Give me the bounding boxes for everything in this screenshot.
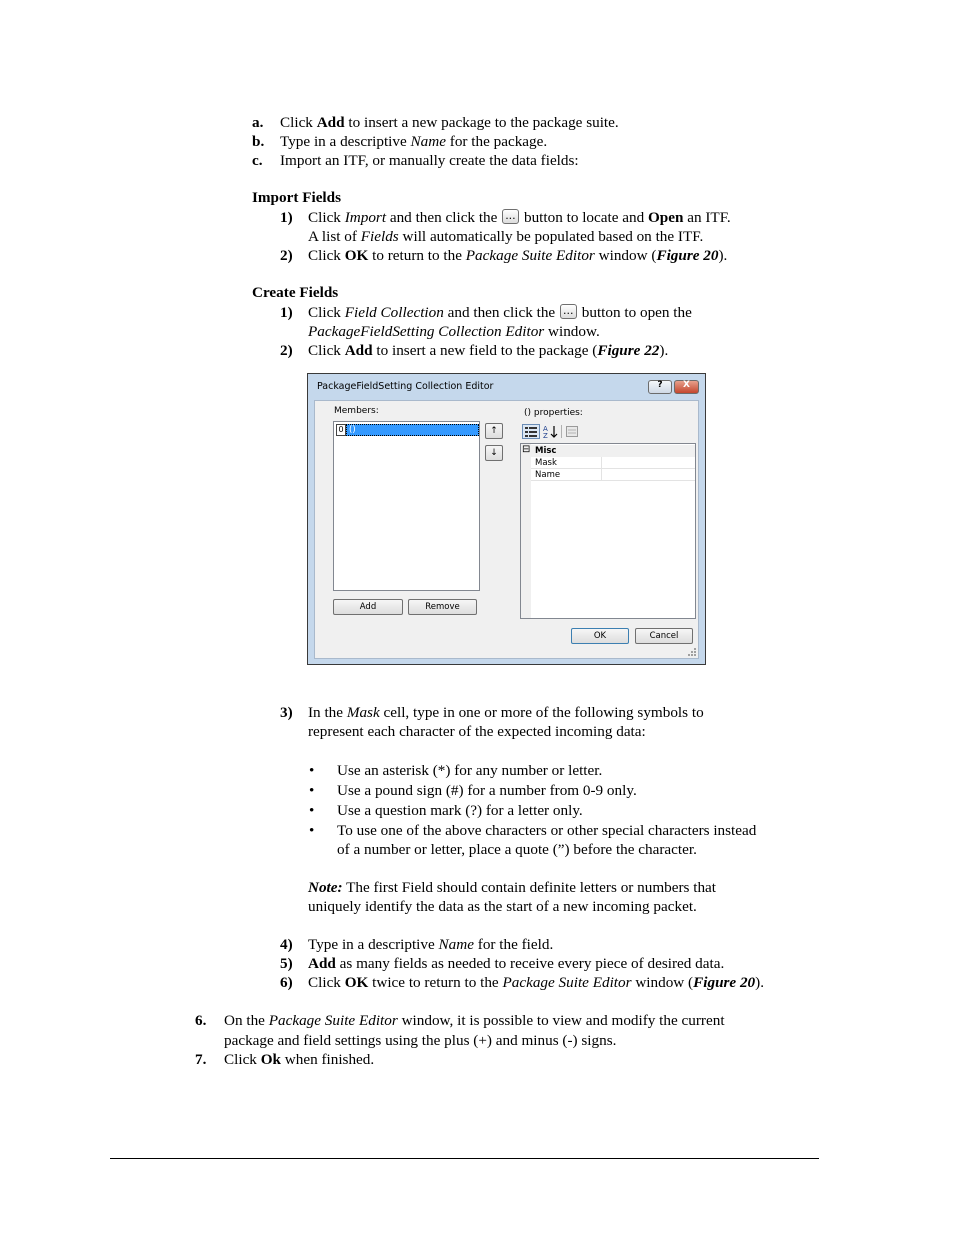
move-down-button[interactable] bbox=[485, 445, 503, 461]
text-run: Click bbox=[280, 114, 317, 131]
collection-editor-dialog bbox=[307, 373, 706, 665]
text-run: Click bbox=[308, 247, 345, 264]
alphabetical-button[interactable] bbox=[542, 424, 558, 439]
main-step-7-text bbox=[224, 1050, 374, 1069]
text-run: window. bbox=[544, 323, 600, 340]
italic-term: Mask bbox=[346, 704, 380, 721]
help-button[interactable] bbox=[648, 380, 672, 394]
text-run: ). bbox=[755, 974, 765, 991]
ellipsis-button-icon bbox=[502, 209, 519, 224]
move-up-button[interactable] bbox=[485, 423, 503, 439]
main-step-7-marker: 7. bbox=[195, 1051, 207, 1068]
step-marker-c: c. bbox=[252, 152, 263, 169]
create-step-1-text bbox=[308, 303, 692, 322]
main-step-6-marker: 6. bbox=[195, 1012, 207, 1029]
import-step-1-text bbox=[308, 208, 731, 227]
text-run: and then click the bbox=[386, 209, 502, 226]
note-continuation: uniquely identify the data as the start of a new incoming packet. bbox=[308, 898, 697, 915]
text-run: Click bbox=[308, 974, 345, 991]
property-pages-icon bbox=[565, 424, 579, 438]
list-item[interactable] bbox=[336, 424, 478, 436]
property-row-name[interactable] bbox=[531, 469, 695, 481]
italic-term: Name bbox=[438, 936, 474, 953]
text-run: Click bbox=[308, 304, 345, 321]
categorized-button[interactable] bbox=[522, 424, 540, 439]
property-grid[interactable] bbox=[520, 443, 696, 619]
bullet-icon: • bbox=[309, 802, 315, 819]
footer-rule bbox=[110, 1158, 819, 1159]
resize-grip-icon[interactable] bbox=[687, 647, 697, 657]
text-run: to insert a new field to the package ( bbox=[372, 342, 598, 359]
text-run: Click bbox=[224, 1051, 261, 1068]
create-step-1-continuation bbox=[308, 322, 600, 341]
dialog-title: PackageFieldSetting Collection Editor bbox=[317, 381, 494, 392]
property-name: Mask bbox=[535, 458, 557, 468]
bullet-icon: • bbox=[309, 782, 315, 799]
toolbar-separator bbox=[561, 425, 562, 438]
grid-margin bbox=[521, 444, 531, 618]
step-marker-b: b. bbox=[252, 133, 265, 150]
property-value[interactable] bbox=[601, 469, 695, 481]
properties-label: () properties: bbox=[524, 408, 583, 418]
note-label: Note: bbox=[308, 879, 343, 896]
ellipsis-button-icon bbox=[560, 304, 577, 319]
arrow-down-icon: ↓ bbox=[490, 448, 498, 458]
create-step-2-text bbox=[308, 341, 668, 360]
italic-term: Package Suite Editor bbox=[465, 247, 595, 264]
create-step-3-continuation: represent each character of the expected incoming data: bbox=[308, 723, 646, 740]
svg-text:Z: Z bbox=[543, 432, 548, 439]
text-run: an ITF. bbox=[683, 209, 731, 226]
member-value: () bbox=[346, 424, 479, 436]
members-listbox[interactable] bbox=[333, 421, 480, 591]
category-row[interactable] bbox=[521, 445, 695, 457]
text-run: cell, type in one or more of the following symbols to bbox=[379, 704, 704, 721]
create-step-3-marker: 3) bbox=[280, 704, 293, 721]
svg-text:A: A bbox=[543, 425, 548, 433]
list-item: Use a question mark (?) for a letter only. bbox=[337, 802, 583, 819]
italic-term: PackageFieldSetting Collection Editor bbox=[308, 323, 545, 340]
create-step-4-marker: 4) bbox=[280, 936, 293, 953]
bullet-icon: • bbox=[309, 822, 315, 839]
text-run: when finished. bbox=[280, 1051, 375, 1068]
text-run: Click bbox=[308, 209, 345, 226]
bold-term: Add bbox=[344, 342, 373, 359]
text-run: button to locate and bbox=[520, 209, 648, 226]
import-step-2-marker: 2) bbox=[280, 247, 293, 264]
main-step-6-continuation: package and field settings using the plus (+) and minus (-) signs. bbox=[224, 1032, 617, 1049]
list-item-continuation: of a number or letter, place a quote (”) before the character. bbox=[337, 841, 697, 858]
create-fields-heading: Create Fields bbox=[252, 284, 339, 301]
import-step-1-marker: 1) bbox=[280, 209, 293, 226]
property-name: Name bbox=[535, 470, 561, 480]
bold-term: Add bbox=[308, 955, 336, 972]
figure-reference: Figure 22 bbox=[597, 342, 660, 359]
bold-term: Open bbox=[647, 209, 684, 226]
text-run: On the bbox=[224, 1012, 269, 1029]
text-run: and then click the bbox=[443, 304, 559, 321]
bold-term: Add bbox=[316, 114, 345, 131]
close-icon: X bbox=[683, 380, 690, 390]
create-step-2-marker: 2) bbox=[280, 342, 293, 359]
bold-term: Ok bbox=[260, 1051, 281, 1068]
create-step-6-marker: 6) bbox=[280, 974, 293, 991]
import-fields-heading: Import Fields bbox=[252, 189, 342, 206]
members-label: Members: bbox=[334, 406, 379, 416]
import-step-2-text bbox=[308, 246, 727, 265]
create-step-5-text bbox=[308, 954, 724, 973]
member-index: 0 bbox=[336, 424, 346, 436]
step-c-text: Import an ITF, or manually create the data fields: bbox=[280, 152, 579, 169]
italic-term: Package Suite Editor bbox=[502, 974, 632, 991]
text-run: Type in a descriptive bbox=[308, 936, 439, 953]
import-step-1-continuation bbox=[308, 227, 703, 246]
italic-term: Package Suite Editor bbox=[268, 1012, 398, 1029]
figure-reference: Figure 20 bbox=[693, 974, 756, 991]
collapse-icon[interactable]: ⊟ bbox=[522, 444, 531, 455]
text-run: A list of bbox=[308, 228, 361, 245]
text-run: as many fields as needed to receive every piece of desired data. bbox=[335, 955, 725, 972]
step-b-text bbox=[280, 132, 547, 151]
text-run: to insert a new package to the package suite. bbox=[344, 114, 619, 131]
list-item: Use an asterisk (*) for any number or letter. bbox=[337, 762, 603, 779]
create-step-4-text bbox=[308, 935, 553, 954]
create-step-1-marker: 1) bbox=[280, 304, 293, 321]
cancel-button[interactable]: Cancel bbox=[635, 628, 693, 644]
text-run: ). bbox=[659, 342, 669, 359]
bullet-icon: • bbox=[309, 762, 315, 779]
property-row-mask[interactable] bbox=[531, 457, 695, 469]
text-run: for the field. bbox=[473, 936, 554, 953]
text-run: The first Field should contain definite letters or numbers that bbox=[342, 879, 717, 896]
figure-reference: Figure 20 bbox=[656, 247, 719, 264]
add-button[interactable]: Add bbox=[333, 599, 403, 615]
text-run: will automatically be populated based on the ITF. bbox=[398, 228, 704, 245]
text-run: to return to the bbox=[368, 247, 466, 264]
main-step-6-text bbox=[224, 1011, 725, 1030]
property-value[interactable] bbox=[601, 457, 695, 469]
step-a-text bbox=[280, 113, 619, 132]
help-icon: ? bbox=[657, 380, 663, 390]
sort-alphabetical-icon bbox=[542, 424, 558, 439]
text-run: window ( bbox=[631, 974, 694, 991]
text-run: window ( bbox=[594, 247, 657, 264]
create-step-3-text bbox=[308, 703, 704, 722]
create-step-6-text bbox=[308, 973, 764, 992]
dialog-client-area bbox=[314, 400, 699, 659]
text-run: for the package. bbox=[445, 133, 548, 150]
bold-term: OK bbox=[344, 974, 369, 991]
text-run: twice to return to the bbox=[368, 974, 503, 991]
create-step-5-marker: 5) bbox=[280, 955, 293, 972]
property-pages-button[interactable] bbox=[565, 424, 579, 439]
bold-term: OK bbox=[344, 247, 369, 264]
category-label: Misc bbox=[535, 446, 557, 456]
list-item: To use one of the above characters or other special characters instead bbox=[337, 822, 757, 839]
text-run: In the bbox=[308, 704, 347, 721]
text-run: button to open the bbox=[577, 304, 692, 321]
close-button[interactable] bbox=[674, 380, 699, 394]
text-run: Type in a descriptive bbox=[280, 133, 411, 150]
text-run: Click bbox=[308, 342, 345, 359]
remove-button[interactable]: Remove bbox=[408, 599, 477, 615]
list-item: Use a pound sign (#) for a number from 0-9 only. bbox=[337, 782, 637, 799]
italic-term: Field Collection bbox=[344, 304, 444, 321]
text-run: ). bbox=[718, 247, 728, 264]
note-text bbox=[308, 878, 716, 897]
italic-term: Import bbox=[344, 209, 387, 226]
text-run: window, it is possible to view and modify the current bbox=[397, 1012, 725, 1029]
arrow-up-icon: ↑ bbox=[490, 426, 498, 436]
categorized-icon bbox=[523, 425, 539, 438]
step-marker-a: a. bbox=[252, 114, 264, 131]
italic-term: Fields bbox=[360, 228, 399, 245]
ok-button[interactable]: OK bbox=[571, 628, 629, 644]
italic-term: Name bbox=[410, 133, 446, 150]
